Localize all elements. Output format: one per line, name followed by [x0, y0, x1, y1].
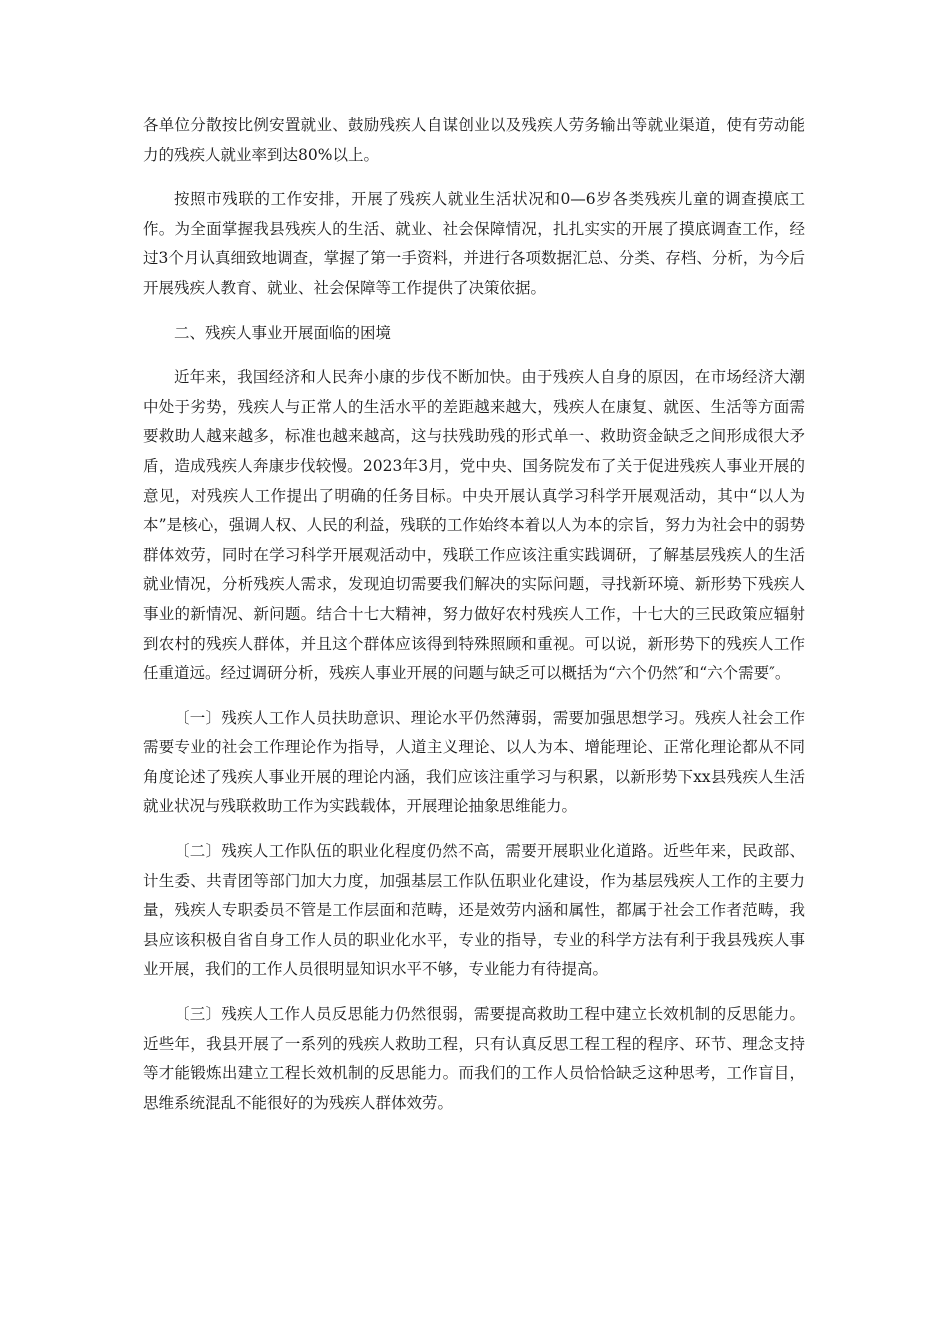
section-heading-difficulties: 二、残疾人事业开展面临的困境: [174, 323, 392, 342]
paragraph-item-three: 〔三〕残疾人工作人员反思能力仍然很弱，需要提高救助工程中建立长效机制的反思能力。近些年，我县开展了一系列的残疾人救助工程，只有认真反思工程工程的程序、环节、理念支持等才能锻炼出建立工程长效机制的反思能力。而我们的工作人员恰恰缺乏这种思考，工作盲目，思维系统混乱不能很好的为残疾人群体效劳。: [143, 1005, 805, 1112]
paragraph-item-two: 〔二〕残疾人工作队伍的职业化程度仍然不高，需要开展职业化道路。近些年来，民政部、计生委、共青团等部门加大力度，加强基层工作队伍职业化建设，作为基层残疾人工作的主要力量，残疾人专职委员不管是工作层面和范畴，还是效劳内涵和属性，都属于社会工作者范畴，我县应该积极自省自身工作人员的职业化水平，专业的指导，专业的科学方法有利于我县残疾人事业开展，我们的工作人员很明显知识水平不够，专业能力有待提高。: [143, 842, 805, 979]
paragraph-item-one: 〔一〕残疾人工作人员扶助意识、理论水平仍然薄弱，需要加强思想学习。残疾人社会工作需要专业的社会工作理论作为指导，人道主义理论、以人为本、增能理论、正常化理论都从不同角度论述了残疾人事业开展的理论内涵，我们应该注重学习与积累，以新形势下xx县残疾人生活就业状况与残联救助工作为实践载体，开展理论抽象思维能力。: [143, 708, 805, 816]
paragraph-survey-work: 按照市残联的工作安排，开展了残疾人就业生活状况和0—6岁各类残疾儿童的调查摸底工作。为全面掌握我县残疾人的生活、就业、社会保障情况，扎扎实实的开展了摸底调查工作，经过3个月认真细致地调查，掌握了第一手资料，并进行各项数据汇总、分类、存档、分析，为今后开展残疾人教育、就业、社会保障等工作提供了决策依据。: [143, 190, 805, 297]
document-body: [143, 111, 805, 1133]
paragraph-employment-channels: 各单位分散按比例安置就业、鼓励残疾人自谋创业以及残疾人劳务输出等就业渠道，使有劳动能力的残疾人就业率到达80%以上。: [143, 116, 805, 164]
paragraph-background: 近年来，我国经济和人民奔小康的步伐不断加快。由于残疾人自身的原因，在市场经济大潮中处于劣势，残疾人与正常人的生活水平的差距越来越大，残疾人在康复、就医、生活等方面需要救助人越来越多，标准也越来越高，这与扶残助残的形式单一、救助资金缺乏之间形成很大矛盾，造成残疾人奔康步伐较慢。2023年3月，党中央、国务院发布了关于促进残疾人事业开展的意见，对残疾人工作提出了明确的任务目标。中央开展认真学习科学开展观活动，其中“以人为本”是核心，强调人权、人民的利益，残联的工作始终本着以人为本的宗旨，努力为社会中的弱势群体效劳，同时在学习科学开展观活动中，残联工作应该注重实践调研，了解基层残疾人的生活就业情况，分析残疾人需求，发现迫切需要我们解决的实际问题，寻找新环境、新形势下残疾人事业的新情况、新问题。结合十七大精神，努力做好农村残疾人工作，十七大的三民政策应辐射到农村的残疾人群体，并且这个群体应该得到特殊照顾和重视。可以说，新形势下的残疾人工作任重道远。经过调研分析，残疾人事业开展的问题与缺乏可以概括为“六个仍然″和“六个需要″。: [143, 368, 805, 683]
